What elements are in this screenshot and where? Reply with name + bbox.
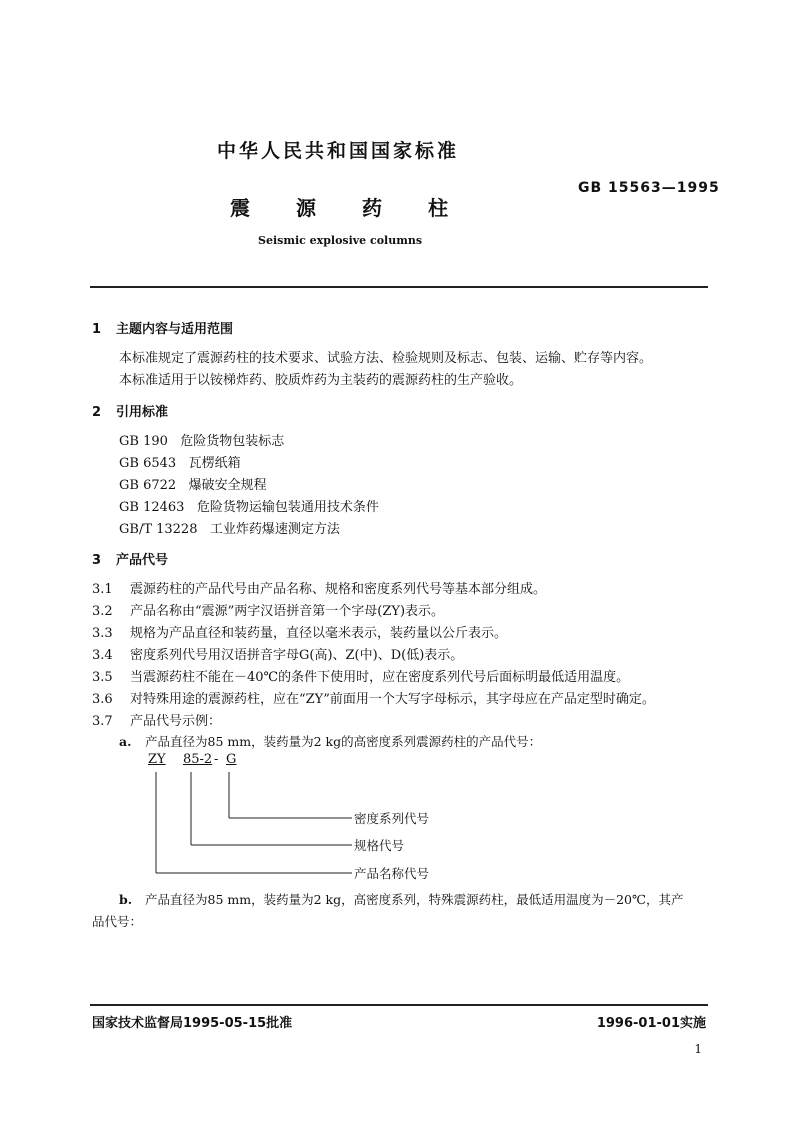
clause-text: 当震源药柱不能在－40℃的条件下使用时，应在密度系列代号后面标明最低适用温度。 <box>130 670 630 685</box>
product-code-spec: 85-2 <box>183 752 213 767</box>
clause-text: 对特殊用途的震源药柱，应在“ZY”前面用一个大写字母标示，其字母应在产品定型时确定。 <box>130 692 655 707</box>
section-3-number: 3 <box>92 553 102 568</box>
example-a-label: a. <box>119 734 132 749</box>
product-code-zy: ZY <box>148 752 166 767</box>
section-1-paragraph-2: 本标准适用于以铵梯炸药、胶质炸药为主装药的震源药柱的生产验收。 <box>119 373 523 388</box>
reference-code: GB 6543 <box>119 456 177 471</box>
clause-number: 3.1 <box>92 582 113 597</box>
implementation-date: 1996-01-01实施 <box>596 1016 706 1031</box>
example-a-text: 产品直径为85 mm，装药量为2 kg的高密度系列震源药柱的产品代号： <box>145 734 542 749</box>
section-1-title: 主题内容与适用范围 <box>116 322 234 337</box>
density-series-code-label: 密度系列代号 <box>354 811 430 826</box>
example-b-text-line-1: 产品直径为85 mm，装药量为2 kg，高密度系列，特殊震源药柱，最低适用温度为－20℃，其产 <box>145 892 684 907</box>
clause-number: 3.2 <box>92 604 113 619</box>
product-name-code-label: 产品名称代号 <box>354 866 430 881</box>
example-b <box>119 890 683 908</box>
approval-date: 国家技术监督局1995-05-15批准 <box>92 1016 293 1031</box>
reference-name: 爆破安全规程 <box>188 478 267 493</box>
clause-number: 3.3 <box>92 626 113 641</box>
clause-text: 产品名称由“震源”两字汉语拼音第一个字母(ZY)表示。 <box>130 604 445 619</box>
clause-text: 密度系列代号用汉语拼音字母G(高)、Z(中)、D(低)表示。 <box>130 648 464 663</box>
clause-text: 产品代号示例： <box>130 714 222 729</box>
reference-code: GB 6722 <box>119 478 177 493</box>
reference-name: 危险货物运输包装通用技术条件 <box>196 500 379 515</box>
clause-number: 3.7 <box>92 714 113 729</box>
reference-name: 危险货物包装标志 <box>180 434 285 449</box>
section-2-number: 2 <box>92 405 102 420</box>
clause-number: 3.6 <box>92 692 113 707</box>
footer-rule <box>90 1004 708 1006</box>
clause-text: 震源药柱的产品代号由产品名称、规格和密度系列代号等基本部分组成。 <box>130 582 547 597</box>
product-code-g: G <box>226 752 237 767</box>
document-title-english: Seismic explosive columns <box>258 234 423 247</box>
standard-code: GB 15563—1995 <box>578 180 720 196</box>
reference-code: GB 12463 <box>119 500 185 515</box>
section-1-paragraph-1: 本标准规定了震源药柱的技术要求、试验方法、检验规则及标志、包装、运输、贮存等内容。 <box>119 351 653 366</box>
document-title: 震源药柱 <box>230 196 494 220</box>
reference-name: 工业炸药爆速测定方法 <box>209 522 340 537</box>
spec-code-label: 规格代号 <box>354 838 405 853</box>
page-number: 1 <box>694 1042 702 1056</box>
section-1-number: 1 <box>92 322 102 337</box>
section-3-title: 产品代号 <box>116 553 169 568</box>
reference-code: GB 190 <box>119 434 168 449</box>
reference-name: 瓦楞纸箱 <box>188 456 241 471</box>
clause-text: 规格为产品直径和装药量，直径以毫米表示，装药量以公斤表示。 <box>130 626 508 641</box>
product-code-dash: - <box>214 752 219 767</box>
section-2-title: 引用标准 <box>116 405 169 420</box>
clause-number: 3.5 <box>92 670 113 685</box>
country-standard-title: 中华人民共和国国家标准 <box>216 140 459 162</box>
reference-code: GB/T 13228 <box>119 522 198 537</box>
example-b-label: b. <box>119 892 133 907</box>
clause-number: 3.4 <box>92 648 113 663</box>
example-b-text-line-2: 品代号： <box>92 914 143 929</box>
